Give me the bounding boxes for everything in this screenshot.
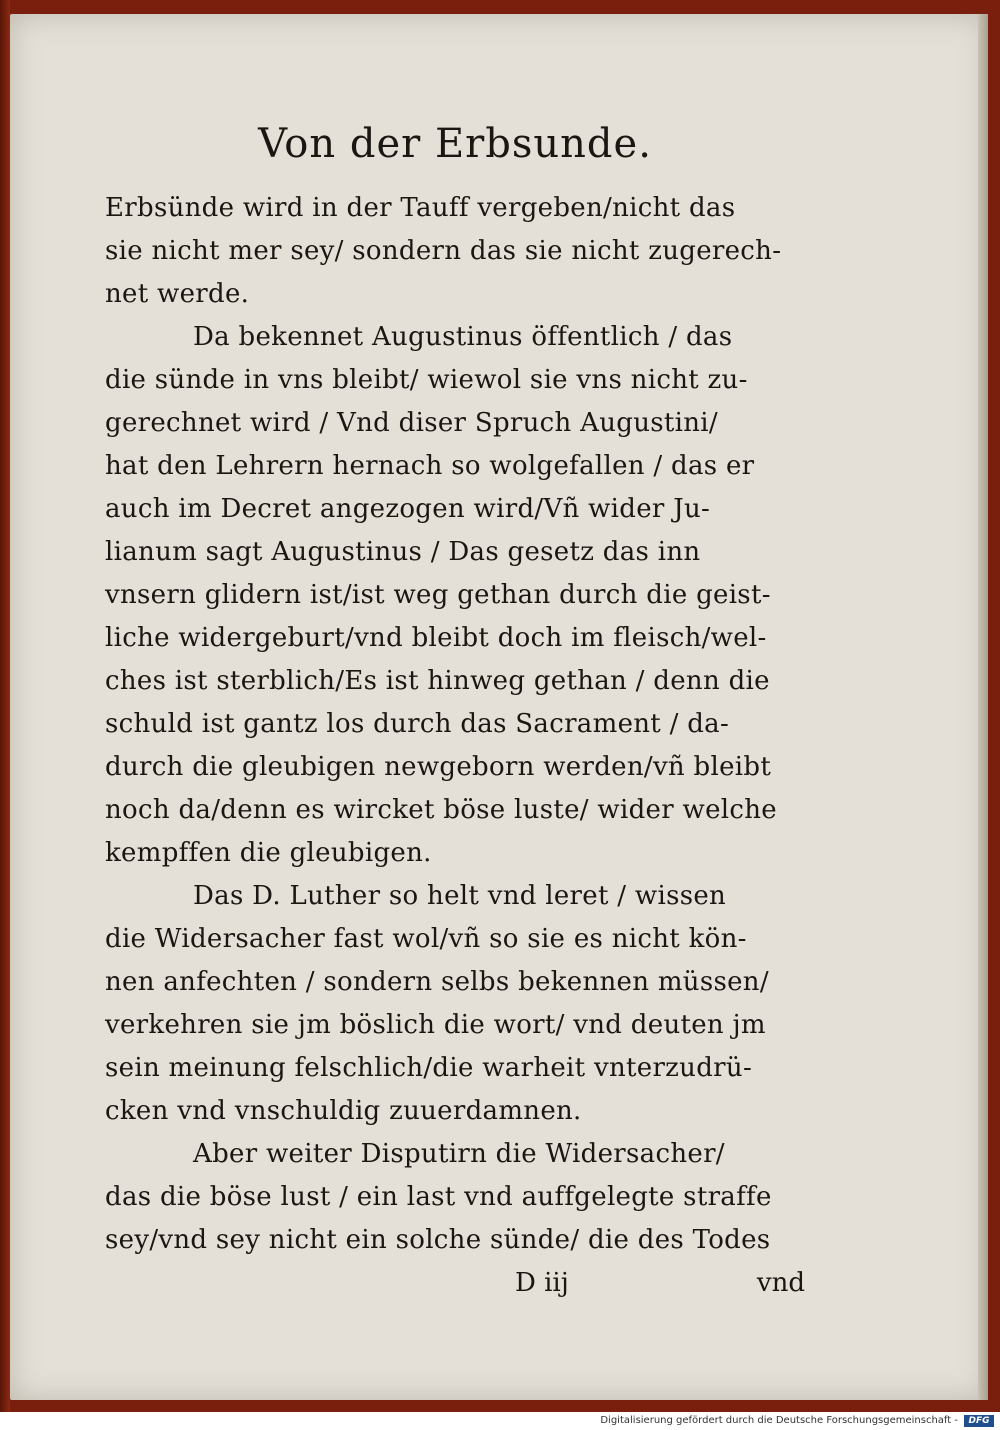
text-line: Da bekennet Augustinus öffentlich / das — [193, 322, 733, 352]
catchword: vnd — [756, 1268, 805, 1298]
text-line: vnsern glidern ist/ist weg gethan durch die geist- — [105, 580, 771, 610]
footer-credit: Digitalisierung gefördert durch die Deutsche Forschungsgemeinschaft - — [600, 1415, 958, 1426]
text-line: noch da/denn es wircket böse luste/ wider welche — [105, 795, 777, 825]
text-line: Das D. Luther so helt vnd leret / wissen — [193, 881, 727, 911]
book-page — [10, 14, 988, 1400]
text-line: verkehren sie jm böslich die wort/ vnd deuten jm — [105, 1010, 766, 1040]
page-heading: Von der Erbsunde. — [258, 121, 652, 167]
text-line: cken vnd vnschuldig zuuerdamnen. — [105, 1096, 582, 1126]
binding-edge — [0, 0, 10, 1412]
digitization-footer — [0, 1412, 1000, 1430]
text-line: ches ist sterblich/Es ist hinweg gethan / denn die — [105, 666, 770, 696]
text-line: sie nicht mer sey/ sondern das sie nicht zugerech- — [105, 236, 782, 266]
text-line: net werde. — [105, 279, 250, 309]
text-line: liche widergeburt/vnd bleibt doch im fleisch/wel- — [105, 623, 767, 653]
text-line: auch im Decret angezogen wird/Vñ wider Ju- — [105, 494, 711, 524]
text-line: durch die gleubigen newgeborn werden/vñ bleibt — [105, 752, 772, 782]
text-line: sey/vnd sey nicht ein solche sünde/ die des Todes — [105, 1225, 771, 1255]
text-line: Aber weiter Disputirn die Widersacher/ — [193, 1139, 725, 1169]
text-line: kempffen die gleubigen. — [105, 838, 432, 868]
text-line: schuld ist gantz los durch das Sacrament / da- — [105, 709, 730, 739]
text-line: das die böse lust / ein last vnd auffgelegte straffe — [105, 1182, 772, 1212]
page-edge-shadow — [978, 14, 988, 1400]
signature-mark: D iij — [515, 1268, 569, 1298]
text-line: die sünde in vns bleibt/ wiewol sie vns nicht zu- — [105, 365, 748, 395]
signature-line — [105, 1262, 805, 1305]
text-line: Erbsünde wird in der Tauff vergeben/nicht das — [105, 193, 736, 223]
text-block — [105, 109, 805, 1305]
text-line: gerechnet wird / Vnd diser Spruch Augustini/ — [105, 408, 718, 438]
text-line: die Widersacher fast wol/vñ so sie es nicht kön- — [105, 924, 747, 954]
dfg-logo: DFG — [964, 1415, 994, 1427]
text-line: nen anfechten / sondern selbs bekennen müssen/ — [105, 967, 769, 997]
text-line: hat den Lehrern hernach so wolgefallen / das er — [105, 451, 755, 481]
text-line: lianum sagt Augustinus / Das gesetz das inn — [105, 537, 701, 567]
text-line: sein meinung felschlich/die warheit vnterzudrü- — [105, 1053, 753, 1083]
